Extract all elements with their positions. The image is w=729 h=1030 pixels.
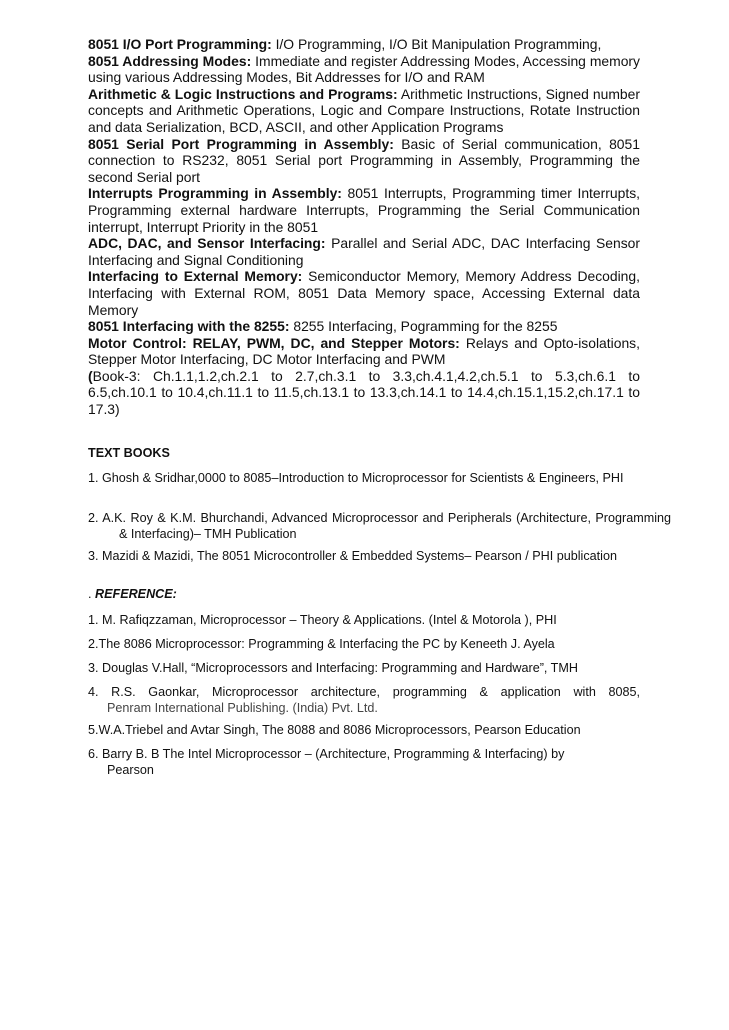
topic-external-memory: Interfacing to External Memory: Semiconductor Memory, Memory Address Decoding, Interfacing with External ROM, 8051 Data Memory space, Accessing External data Memory (88, 268, 640, 318)
text-book-item: 1. Ghosh & Sridhar,0000 to 8085–Introduction to Microprocessor for Scientists & Engineers, PHI (88, 471, 624, 485)
reference-section: . REFERENCE: (88, 587, 177, 601)
reference-item: 3. Douglas V.Hall, “Microprocessors and Interfacing: Programming and Hardware”, TMH (88, 661, 578, 675)
topic-motor-control: Motor Control: RELAY, PWM, DC, and Stepper Motors: Relays and Opto-isolations, Stepper Motor Interfacing, DC Motor Interfacing and PWM (88, 334, 640, 368)
topic-addressing-modes: 8051 Addressing Modes: Immediate and register Addressing Modes, Accessing memory using various Addressing Modes, Bit Addresses for I/O and RAM (88, 52, 640, 86)
topic-serial-port: 8051 Serial Port Programming in Assembly: Basic of Serial communication, 8051 connection to RS232, 8051 Serial port Programming in Assembly, Programming the second Serial port (88, 135, 640, 185)
topic-adc-dac: ADC, DAC, and Sensor Interfacing: Parallel and Serial ADC, DAC Interfacing Sensor Interfacing and Signal Conditioning (88, 235, 641, 268)
reference-item: 4. R.S. Gaonkar, Microprocessor architecture, programming & application with 8085, Penram International Publishing. (India) Pvt. Ltd. (88, 685, 640, 715)
reference-item: 2.The 8086 Microprocessor: Programming & Interfacing the PC by Keneeth J. Ayela (88, 637, 555, 651)
reference-title: REFERENCE: (95, 587, 177, 601)
topic-arithmetic-logic: Arithmetic & Logic Instructions and Programs: Arithmetic Instructions, Signed number concepts and Arithmetic Operations, Logic and Compare Instructions, Rotate Instruction and data Serialization, BCD, ASCII, and other Application Programs (88, 85, 640, 135)
syllabus-body (88, 36, 640, 418)
topic-io-ports: 8051 I/O Port Programming: I/O Programming, I/O Bit Manipulation Programming, (88, 36, 602, 52)
topic-8255: 8051 Interfacing with the 8255: 8255 Interfacing, Pogramming for the 8255 (88, 318, 558, 335)
text-book-item: 3. Mazidi & Mazidi, The 8051 Microcontroller & Embedded Systems– Pearson / PHI publication (88, 549, 617, 563)
reference-item: 1. M. Rafiqzzaman, Microprocessor – Theory & Applications. (Intel & Motorola ), PHI (88, 613, 557, 627)
text-books-section (88, 445, 640, 461)
reference-item: 5.W.A.Triebel and Avtar Singh, The 8088 and 8086 Microprocessors, Pearson Education (88, 723, 581, 737)
text-books-title: TEXT BOOKS (88, 446, 170, 460)
book-chapter-reference: (Book-3: Ch.1.1,1.2,ch.2.1 to 2.7,ch.3.1 to 3.3,ch.4.1,4.2,ch.5.1 to 5.3,ch.6.1 to 6.5,ch.10.1 to 10.4,ch.11.1 to 11.5,ch.13.1 to 13.3,ch.14.1 to 14.4,ch.15.1,15.2,ch.17.1 to 17.3) (88, 367, 641, 418)
text-book-item: 2. A.K. Roy & K.M. Bhurchandi, Advanced Microprocessor and Peripherals (Architecture, Programming & Interfacing)– TMH Publication (88, 511, 671, 541)
reference-item: 6. Barry B. B The Intel Microprocessor – (Architecture, Programming & Interfacing) by Pearson (88, 747, 565, 777)
topic-interrupts: Interrupts Programming in Assembly: 8051 Interrupts, Programming timer Interrupts, Programming external hardware Interrupts, Programming the Serial Communication interrupt, Interrupt Priority in the 8051 (88, 185, 640, 235)
